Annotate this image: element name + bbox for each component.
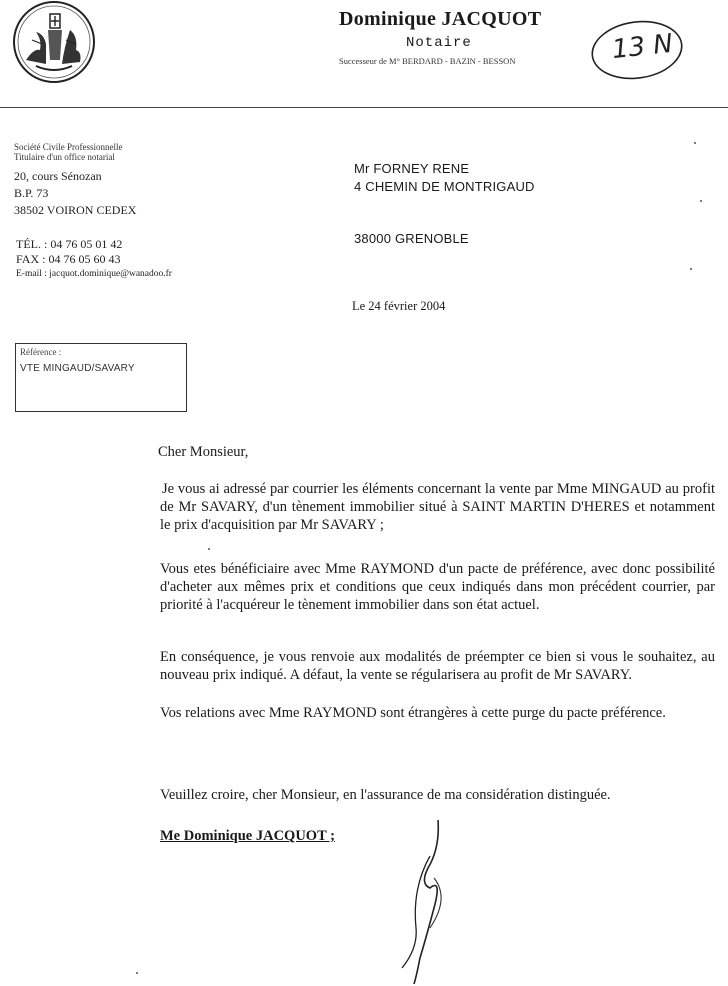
- reference-value: VTE MINGAUD/SAVARY: [20, 363, 135, 374]
- handwritten-stamp: [588, 18, 686, 86]
- stamp-text: 13 N: [610, 28, 675, 66]
- office-fax: FAX : 04 76 05 60 43: [16, 252, 121, 266]
- closing-formula: Veuillez croire, cher Monsieur, en l'assurance de ma considération distinguée.: [160, 787, 611, 803]
- notary-title: Notaire: [406, 35, 472, 51]
- signer-name: Me Dominique JACQUOT ;: [160, 828, 335, 844]
- body-paragraph-1: Je vous ai adressé par courrier les éléments concernant la vente par Mme MINGAUD au profit de Mr SAVARY, d'un tènement immobilier situé à SAINT MARTIN D'HERES et notamment le prix d'acquisition par Mr SAVARY ;: [160, 481, 715, 533]
- office-description: [14, 142, 122, 162]
- body-paragraph-3: En conséquence, je vous renvoie aux modalités de préempter ce bien si vous le souhaitez, au nouveau prix indiqué. A défaut, la vente se régularisera au profit de Mr SAVARY.: [160, 649, 715, 683]
- office-email: E-mail : jacquot.dominique@wanadoo.fr: [16, 269, 172, 279]
- reference-box: [15, 343, 187, 412]
- header-divider: [0, 107, 728, 108]
- recipient-name: Mr FORNEY RENE: [354, 161, 470, 176]
- letter-date: Le 24 février 2004: [352, 299, 446, 313]
- office-tel: TÉL. : 04 76 05 01 42: [16, 237, 123, 251]
- recipient-street: 4 CHEMIN DE MONTRIGAUD: [354, 179, 535, 194]
- office-contact: [16, 237, 172, 282]
- office-company: Société Civile Professionnelle: [14, 142, 123, 152]
- scan-speck: [700, 200, 702, 202]
- salutation: Cher Monsieur,: [158, 444, 249, 460]
- office-holder: Titulaire d'un office notarial: [14, 152, 115, 162]
- scan-speck: [694, 142, 696, 144]
- office-po-box: B.P. 73: [14, 186, 49, 200]
- notary-seal-logo: [12, 0, 96, 84]
- scan-speck: [136, 972, 138, 974]
- body-paragraph-2: Vous etes bénéficiaire avec Mme RAYMOND d'un pacte de préférence, avec donc possibilité d'acheter aux mêmes prix et conditions que ceux indiqués dans mon précédent courrier, par priorité à l'acquéreur le tènement immobilier dans son état actuel.: [160, 561, 715, 613]
- recipient-city: 38000 GRENOBLE: [354, 231, 469, 246]
- office-city: 38502 VOIRON CEDEX: [14, 203, 137, 217]
- scan-speck: [690, 268, 692, 270]
- reference-label: Référence :: [20, 347, 62, 357]
- office-address: [14, 168, 136, 219]
- body-paragraph-4: Vos relations avec Mme RAYMOND sont étrangères à cette purge du pacte préférence.: [160, 705, 666, 721]
- recipient-address: [354, 160, 535, 196]
- office-street: 20, cours Sénozan: [14, 169, 102, 183]
- handwritten-signature: [390, 818, 460, 986]
- notary-name: Dominique JACQUOT: [339, 8, 542, 30]
- succession-line: Successeur de M° BERDARD - BAZIN - BESSON: [339, 56, 516, 66]
- scan-speck: [208, 548, 210, 550]
